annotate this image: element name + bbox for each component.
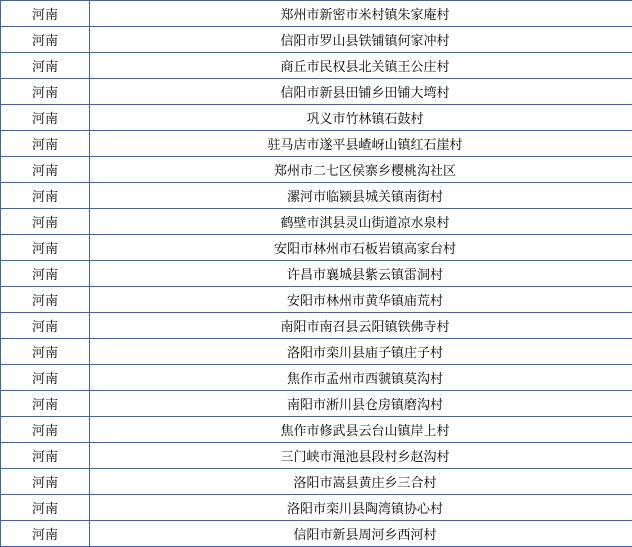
table-row[interactable]	[1, 79, 632, 105]
cell-village[interactable]: 许昌市襄城县紫云镇雷洞村	[90, 261, 632, 287]
cell-province[interactable]: 河南	[1, 105, 90, 131]
table-row[interactable]	[1, 521, 632, 547]
table-row[interactable]	[1, 27, 632, 53]
cell-village[interactable]: 信阳市新县田铺乡田铺大塆村	[90, 79, 632, 105]
cell-village[interactable]: 鹤壁市淇县灵山街道凉水泉村	[90, 209, 632, 235]
cell-province[interactable]: 河南	[1, 469, 90, 495]
cell-province[interactable]: 河南	[1, 287, 90, 313]
cell-province[interactable]: 河南	[1, 261, 90, 287]
table-row[interactable]	[1, 391, 632, 417]
cell-province[interactable]: 河南	[1, 521, 90, 547]
cell-village[interactable]: 洛阳市嵩县黄庄乡三合村	[90, 469, 632, 495]
cell-province[interactable]: 河南	[1, 443, 90, 469]
cell-village[interactable]: 安阳市林州市石板岩镇高家台村	[90, 235, 632, 261]
table-row[interactable]	[1, 417, 632, 443]
table-row[interactable]	[1, 313, 632, 339]
cell-village[interactable]: 洛阳市栾川县庙子镇庄子村	[90, 339, 632, 365]
table-row[interactable]	[1, 469, 632, 495]
cell-province[interactable]: 河南	[1, 417, 90, 443]
table-body	[1, 1, 632, 547]
cell-province[interactable]: 河南	[1, 1, 90, 27]
cell-province[interactable]: 河南	[1, 495, 90, 521]
cell-village[interactable]: 焦作市孟州市西虢镇莫沟村	[90, 365, 632, 391]
cell-province[interactable]: 河南	[1, 157, 90, 183]
cell-village[interactable]: 洛阳市栾川县陶湾镇协心村	[90, 495, 632, 521]
cell-village[interactable]: 巩义市竹林镇石鼓村	[90, 105, 632, 131]
cell-village[interactable]: 南阳市淅川县仓房镇磨沟村	[90, 391, 632, 417]
cell-village[interactable]: 安阳市林州市黄华镇庙荒村	[90, 287, 632, 313]
cell-province[interactable]: 河南	[1, 209, 90, 235]
cell-province[interactable]: 河南	[1, 365, 90, 391]
cell-province[interactable]: 河南	[1, 391, 90, 417]
cell-province[interactable]: 河南	[1, 53, 90, 79]
cell-province[interactable]: 河南	[1, 183, 90, 209]
table-row[interactable]	[1, 235, 632, 261]
cell-village[interactable]: 三门峡市渑池县段村乡赵沟村	[90, 443, 632, 469]
cell-province[interactable]: 河南	[1, 131, 90, 157]
cell-province[interactable]: 河南	[1, 313, 90, 339]
table-row[interactable]	[1, 105, 632, 131]
table-row[interactable]	[1, 157, 632, 183]
table-row[interactable]	[1, 495, 632, 521]
cell-village[interactable]: 信阳市罗山县铁铺镇何家冲村	[90, 27, 632, 53]
cell-village[interactable]: 南阳市南召县云阳镇铁佛寺村	[90, 313, 632, 339]
cell-village[interactable]: 商丘市民权县北关镇王公庄村	[90, 53, 632, 79]
cell-village[interactable]: 焦作市修武县云台山镇岸上村	[90, 417, 632, 443]
table-row[interactable]	[1, 261, 632, 287]
table-row[interactable]	[1, 183, 632, 209]
table-row[interactable]	[1, 1, 632, 27]
table-row[interactable]	[1, 287, 632, 313]
cell-province[interactable]: 河南	[1, 27, 90, 53]
cell-village[interactable]: 郑州市二七区侯寨乡樱桃沟社区	[90, 157, 632, 183]
cell-village[interactable]: 郑州市新密市米村镇朱家庵村	[90, 1, 632, 27]
table-row[interactable]	[1, 209, 632, 235]
cell-village[interactable]: 驻马店市遂平县嵖岈山镇红石崖村	[90, 131, 632, 157]
table-row[interactable]	[1, 339, 632, 365]
cell-province[interactable]: 河南	[1, 235, 90, 261]
table-row[interactable]	[1, 443, 632, 469]
table-row[interactable]	[1, 365, 632, 391]
cell-province[interactable]: 河南	[1, 79, 90, 105]
cell-village[interactable]: 漯河市临颍县城关镇南街村	[90, 183, 632, 209]
table-row[interactable]	[1, 131, 632, 157]
cell-province[interactable]: 河南	[1, 339, 90, 365]
table-row[interactable]	[1, 53, 632, 79]
cell-village[interactable]: 信阳市新县周河乡西河村	[90, 521, 632, 547]
